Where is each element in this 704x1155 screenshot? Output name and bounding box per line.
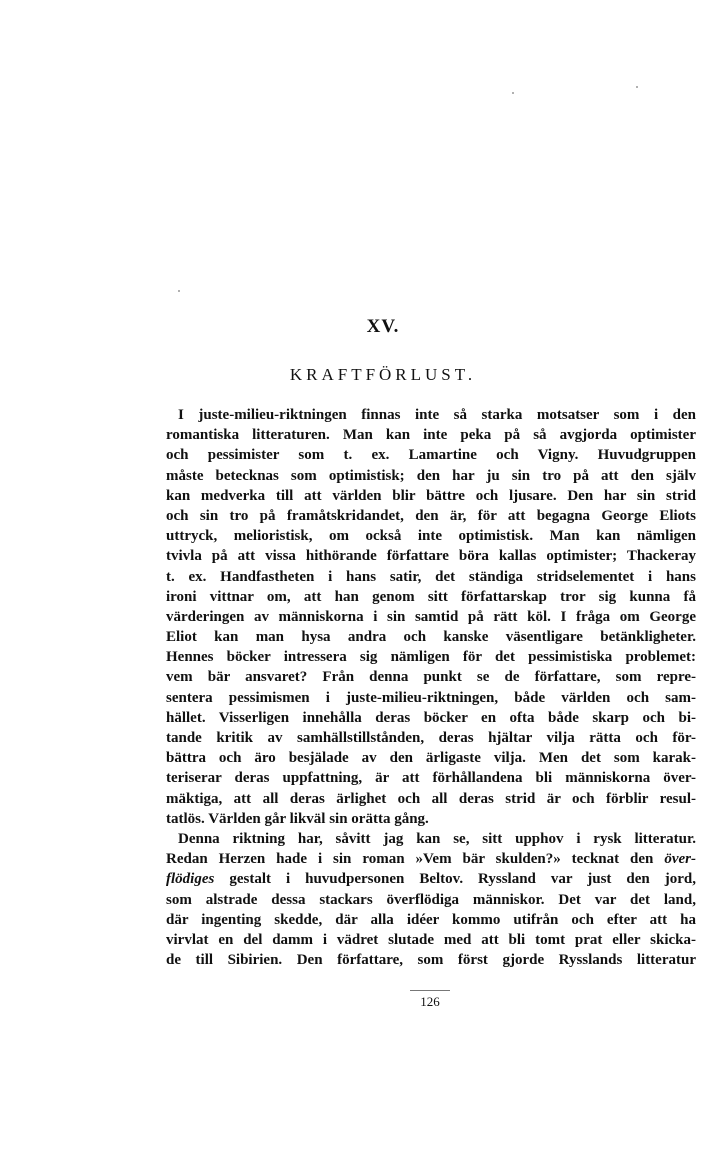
- text-line: Hennes böcker intressera sig nämligen för det pessimistiska problemet:: [166, 649, 696, 666]
- text-segment: Redan Herzen hade i sin roman »Vem bär skulden?» tecknat den: [166, 851, 654, 868]
- text-line: romantiska litteraturen. Man kan inte peka på så avgjorda optimister: [166, 427, 696, 444]
- page-number: 126: [420, 994, 440, 1009]
- text-line: vem bär ansvaret? Från denna punkt se de författare, som repre-: [166, 669, 696, 686]
- text-segment: gestalt i huvudpersonen Beltov. Ryssland var just den jord,: [229, 871, 696, 888]
- text-line: de till Sibirien. Den författare, som först gjorde Rysslands litteratur: [166, 952, 696, 969]
- text-line: tatlös. Världen går likväl sin orätta gång.: [166, 810, 429, 827]
- paragraph-2: [166, 829, 696, 970]
- text-line: och pessimister som t. ex. Lamartine och Vigny. Huvudgruppen: [166, 447, 696, 464]
- scan-speck: [178, 290, 180, 292]
- text-line: där ingenting skedde, där alla idéer kommo utifrån och efter att ha: [166, 911, 696, 928]
- chapter-title: KRAFTFÖRLUST.: [289, 365, 477, 384]
- text-line: Eliot kan man hysa andra och kanske väsentligare betänkligheter.: [166, 629, 696, 646]
- text-line: virvlat en del damm i vädret slutade med att bli tomt prat eller skicka-: [166, 931, 696, 948]
- text-line: uttryck, melioristisk, om också inte optimistisk. Man kan nämligen: [166, 528, 696, 545]
- text-line: tvivla på att vissa hithörande författare böra kallas optimister; Thackeray: [166, 548, 696, 565]
- text-line: kan medverka till att världen blir bättre och ljusare. Den har sin strid: [166, 487, 696, 504]
- text-line: Denna riktning har, såvitt jag kan se, sitt upphov i rysk litteratur.: [178, 830, 696, 847]
- page-number-rule: [410, 990, 450, 991]
- text-line: [166, 849, 696, 869]
- scan-speck: [636, 86, 638, 88]
- italic-text: över-: [664, 851, 696, 868]
- text-line: t. ex. Handfastheten i hans satir, det ständiga stridselementet i hans: [166, 568, 696, 585]
- text-line: värderingen av människorna i sin samtid på rätt köl. I fråga om George: [166, 608, 696, 625]
- paragraph-1: [166, 405, 696, 829]
- text-line: mäktiga, att all deras ärlighet och all deras strid är och förblir resul-: [166, 790, 696, 807]
- text-line: hället. Visserligen innehålla deras böcker en ofta både skarp och bi-: [166, 709, 696, 726]
- text-line: måste betecknas som optimistisk; den har ju sin tro på att den själv: [166, 467, 696, 484]
- text-line: tande kritik av samhällstillstånden, deras hjältar vilja rätta och för-: [166, 730, 696, 746]
- text-line: ironi vittnar om, att han genom sitt författarskap tror sig kunna få: [166, 588, 696, 605]
- chapter-number: XV.: [366, 316, 400, 337]
- italic-text: flödiges: [166, 871, 215, 888]
- text-line: teriserar deras uppfattning, är att förhållandena bli människorna över-: [166, 770, 696, 787]
- text-line: bättra och äro besjälade av den ärligaste vilja. Men det som karak-: [166, 750, 696, 767]
- text-line: som alstrade dessa stackars överflödiga människor. Det var det land,: [166, 891, 696, 908]
- body-text: [166, 405, 696, 970]
- text-line: sentera pessimismen i juste-milieu-riktningen, både världen och sam-: [166, 689, 696, 706]
- text-line: och sin tro på framåtskridandet, den är, för att begagna George Eliots: [166, 507, 696, 524]
- text-line: I juste-milieu-riktningen finnas inte så starka motsatser som i den: [178, 407, 696, 423]
- text-line: [166, 869, 696, 889]
- scan-speck: [512, 92, 514, 94]
